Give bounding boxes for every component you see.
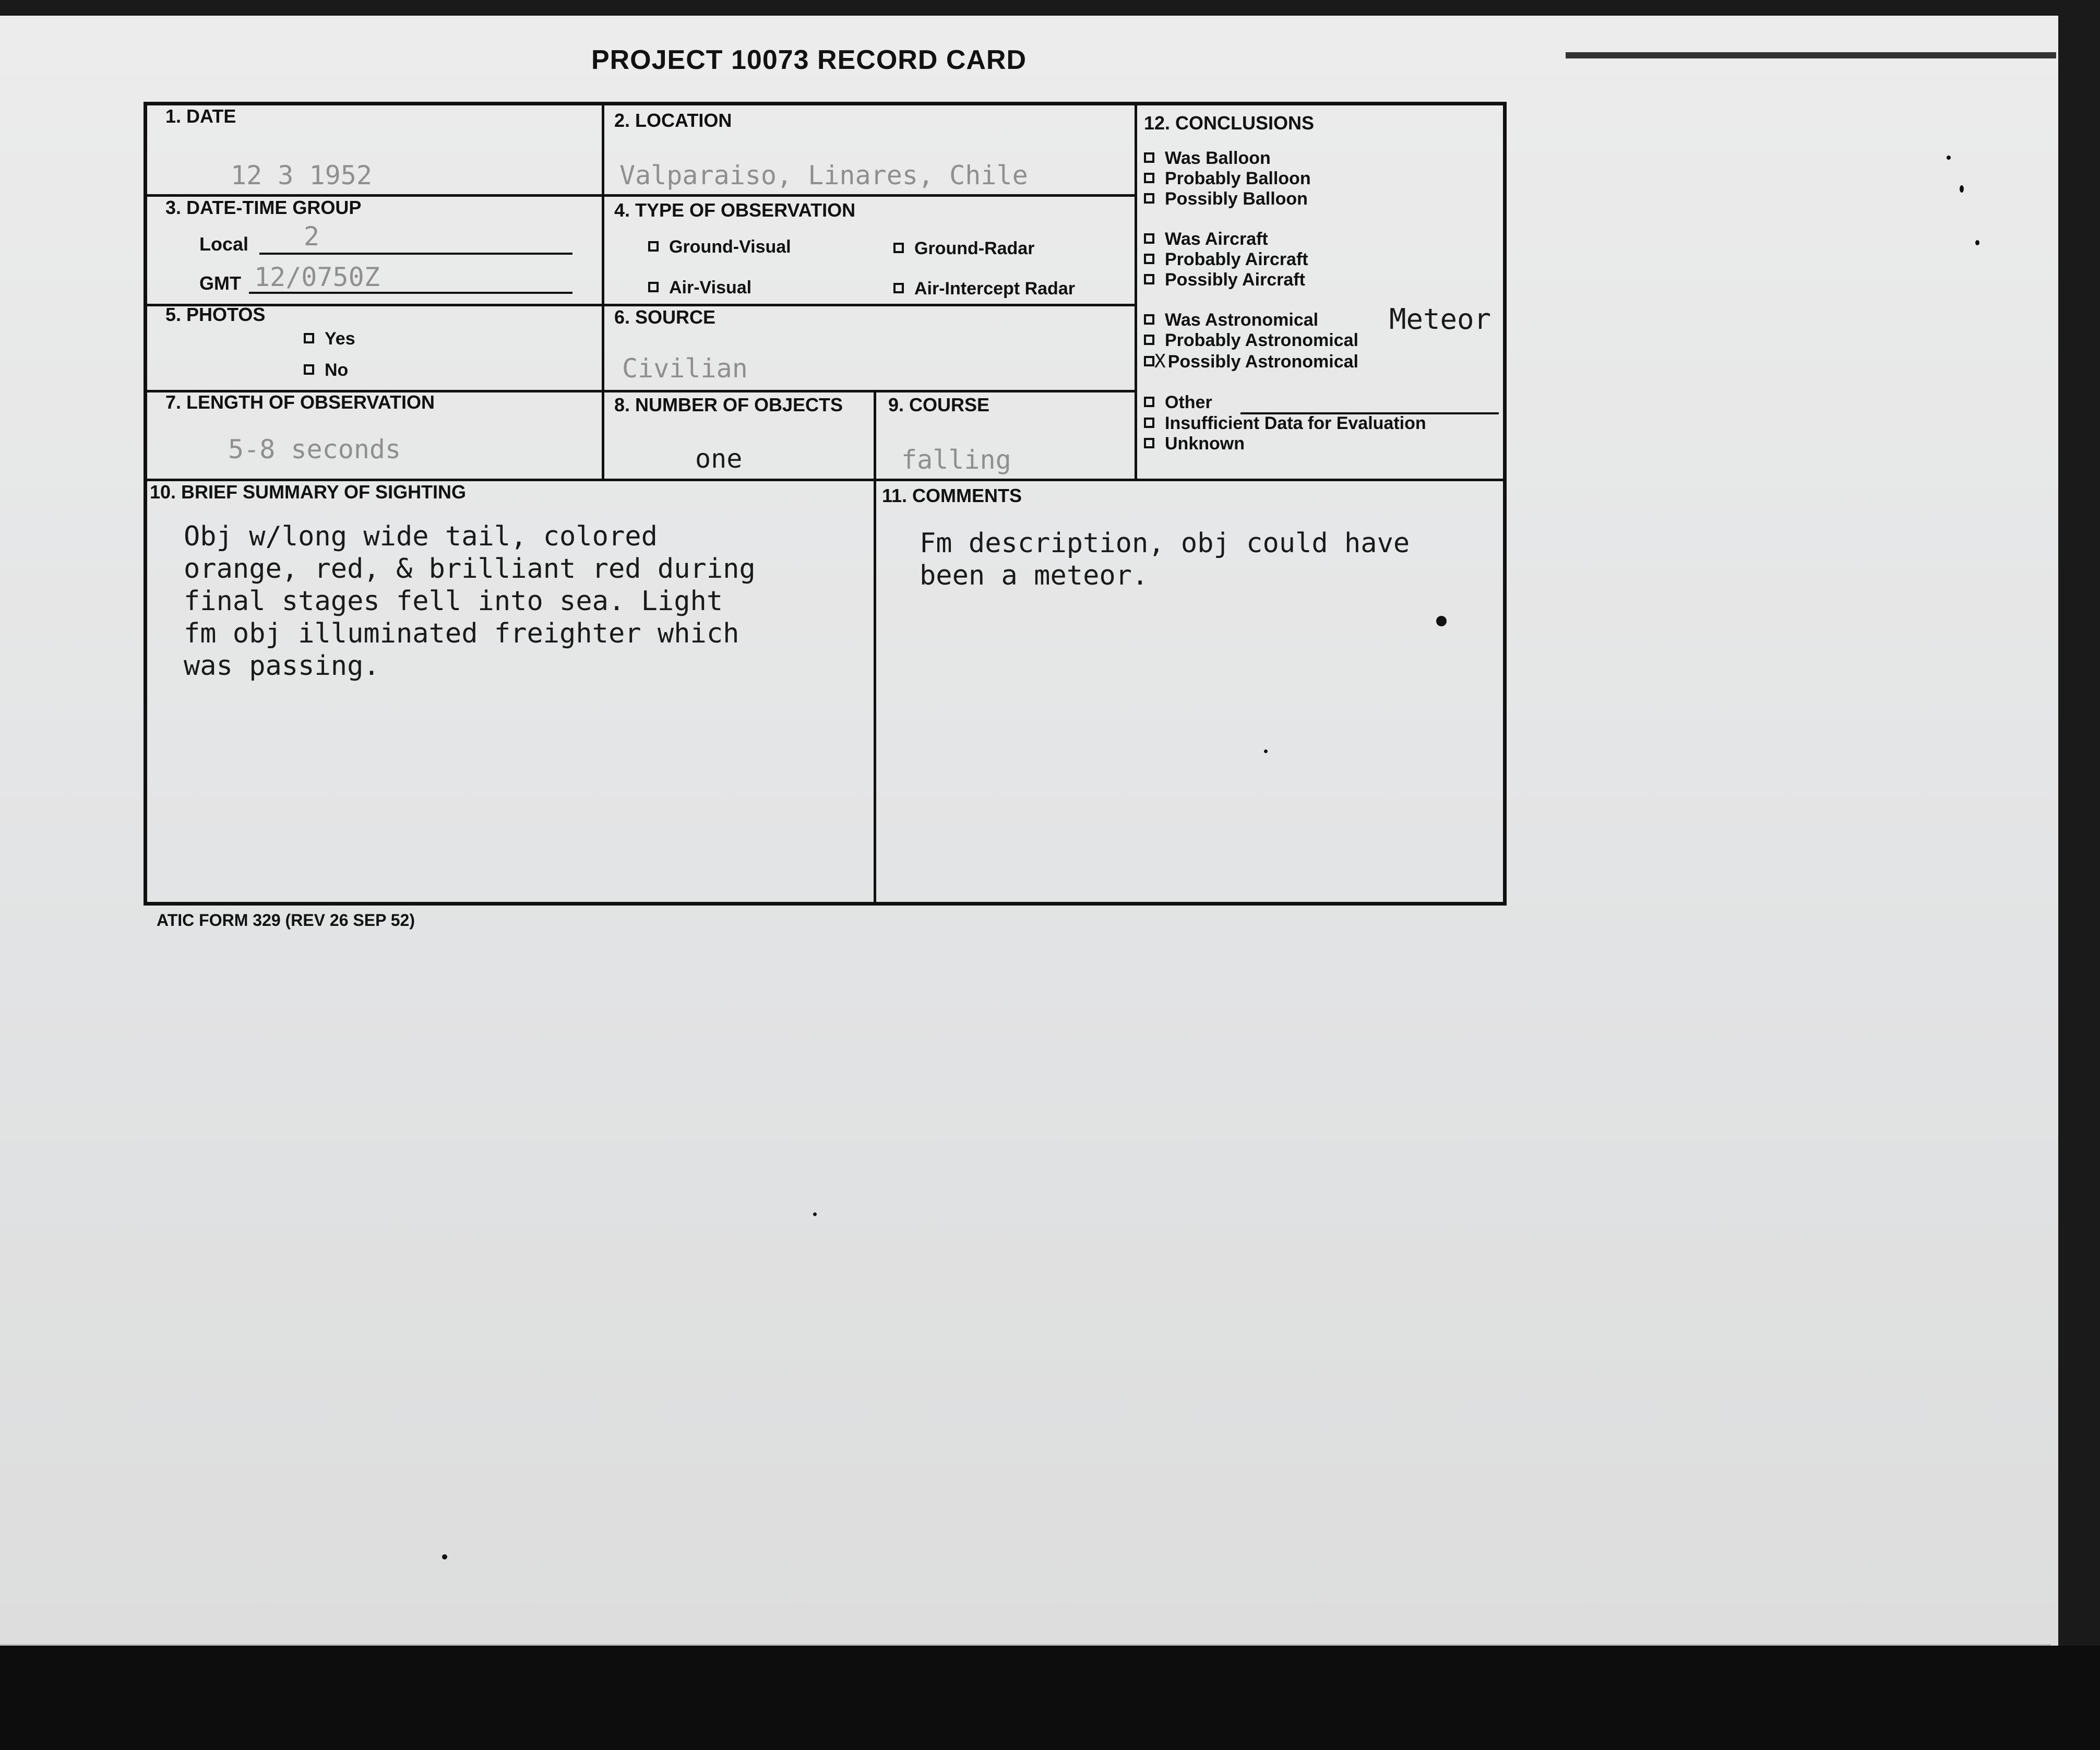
option-ground-visual[interactable]: Ground-Visual xyxy=(648,237,791,257)
dust-speck xyxy=(442,1554,447,1559)
option-air-visual[interactable]: Air-Visual xyxy=(648,278,751,298)
option-photos-no[interactable]: No xyxy=(304,360,348,380)
checkbox-icon xyxy=(1144,233,1154,244)
dust-speck xyxy=(1975,240,1979,245)
source-label: 6. SOURCE xyxy=(614,306,716,328)
option-air-intercept-radar[interactable]: Air-Intercept Radar xyxy=(893,279,1075,299)
number-of-objects-value: one xyxy=(695,444,743,474)
conclusion-probably-astronomical[interactable]: Probably Astronomical xyxy=(1144,330,1358,351)
date-label: 1. DATE xyxy=(165,105,236,127)
divider-date-location xyxy=(602,105,604,479)
record-card-form xyxy=(144,102,1507,906)
source-value: Civilian xyxy=(622,353,748,384)
conclusion-was-aircraft[interactable]: Was Aircraft xyxy=(1144,229,1268,249)
conclusion-possibly-balloon[interactable]: Possibly Balloon xyxy=(1144,189,1308,209)
checkbox-icon xyxy=(304,364,314,375)
option-ground-radar[interactable]: Ground-Radar xyxy=(893,239,1034,259)
dust-speck xyxy=(1947,156,1951,160)
checkbox-icon xyxy=(1144,173,1154,183)
conclusions-label: 12. CONCLUSIONS xyxy=(1144,112,1315,134)
course-label: 9. COURSE xyxy=(888,394,990,415)
checkbox-icon xyxy=(1144,397,1154,407)
dust-speck xyxy=(1264,749,1268,753)
gmt-label: GMT xyxy=(199,272,241,294)
film-edge-right xyxy=(2058,0,2100,1750)
checkbox-icon xyxy=(648,282,659,292)
checkbox-icon xyxy=(893,283,904,293)
divider-conclusions xyxy=(1135,105,1137,481)
gmt-value: 12/0750Z xyxy=(254,262,380,292)
astronomical-note: Meteor xyxy=(1389,303,1492,336)
course-value: falling xyxy=(901,445,1011,475)
conclusion-was-balloon[interactable]: Was Balloon xyxy=(1144,148,1271,169)
date-value: 12 3 1952 xyxy=(231,160,372,191)
checkbox-icon xyxy=(1144,335,1154,345)
date-time-group-label: 3. DATE-TIME GROUP xyxy=(165,197,362,218)
dust-speck xyxy=(813,1212,817,1216)
conclusion-was-astronomical[interactable]: Was Astronomical xyxy=(1144,310,1318,330)
checkbox-icon xyxy=(1144,314,1154,325)
location-label: 2. LOCATION xyxy=(614,110,732,131)
conclusion-insufficient-data[interactable]: Insufficient Data for Evaluation xyxy=(1144,413,1426,434)
type-of-observation-label: 4. TYPE OF OBSERVATION xyxy=(614,199,856,221)
checkbox-icon xyxy=(1144,438,1154,448)
film-edge-bottom xyxy=(0,1646,2100,1750)
length-of-observation-label: 7. LENGTH OF OBSERVATION xyxy=(165,391,435,413)
conclusion-probably-balloon[interactable]: Probably Balloon xyxy=(1144,169,1311,189)
ink-spot xyxy=(1436,616,1447,626)
checkbox-icon xyxy=(1144,193,1154,204)
option-photos-yes[interactable]: Yes xyxy=(304,329,355,349)
conclusion-unknown[interactable]: Unknown xyxy=(1144,434,1245,454)
summary-label: 10. BRIEF SUMMARY OF SIGHTING xyxy=(150,481,467,503)
card-title: PROJECT 10073 RECORD CARD xyxy=(591,45,1027,75)
conclusion-possibly-aircraft[interactable]: Possibly Aircraft xyxy=(1144,270,1305,290)
checkbox-icon xyxy=(1144,152,1154,163)
card-shadow-line xyxy=(1566,52,2056,58)
checkbox-icon xyxy=(1144,254,1154,264)
local-value: 2 xyxy=(304,221,320,252)
photos-label: 5. PHOTOS xyxy=(165,304,266,325)
number-of-objects-label: 8. NUMBER OF OBJECTS xyxy=(614,394,843,415)
conclusion-probably-aircraft[interactable]: Probably Aircraft xyxy=(1144,249,1308,270)
summary-text: Obj w/long wide tail, colored orange, red, & brilliant red during final stages fell into sea. Light fm obj illuminated freighter which was passing. xyxy=(184,521,756,682)
comments-label: 11. COMMENTS xyxy=(882,485,1022,506)
checkbox-icon xyxy=(304,333,314,343)
divider-summary-comments xyxy=(874,481,876,904)
film-edge-top xyxy=(0,0,2100,16)
dust-speck xyxy=(1960,185,1964,193)
local-label: Local xyxy=(199,233,249,255)
checkbox-icon xyxy=(893,243,904,253)
divider-objects-course xyxy=(874,390,876,481)
checkbox-icon xyxy=(648,241,659,252)
checkbox-icon xyxy=(1144,274,1154,284)
conclusion-other[interactable]: Other xyxy=(1144,392,1212,413)
length-of-observation-value: 5-8 seconds xyxy=(228,434,401,465)
checkbox-icon xyxy=(1144,418,1154,428)
conclusion-possibly-astronomical[interactable]: X Possibly Astronomical xyxy=(1144,351,1358,372)
comments-text: Fm description, obj could have been a meteor. xyxy=(920,528,1410,591)
local-underline xyxy=(259,253,572,255)
check-mark: X xyxy=(1154,351,1166,372)
location-value: Valparaiso, Linares, Chile xyxy=(619,160,1028,191)
form-id: ATIC FORM 329 (REV 26 SEP 52) xyxy=(157,911,415,930)
checkbox-checked-icon xyxy=(1144,356,1154,366)
